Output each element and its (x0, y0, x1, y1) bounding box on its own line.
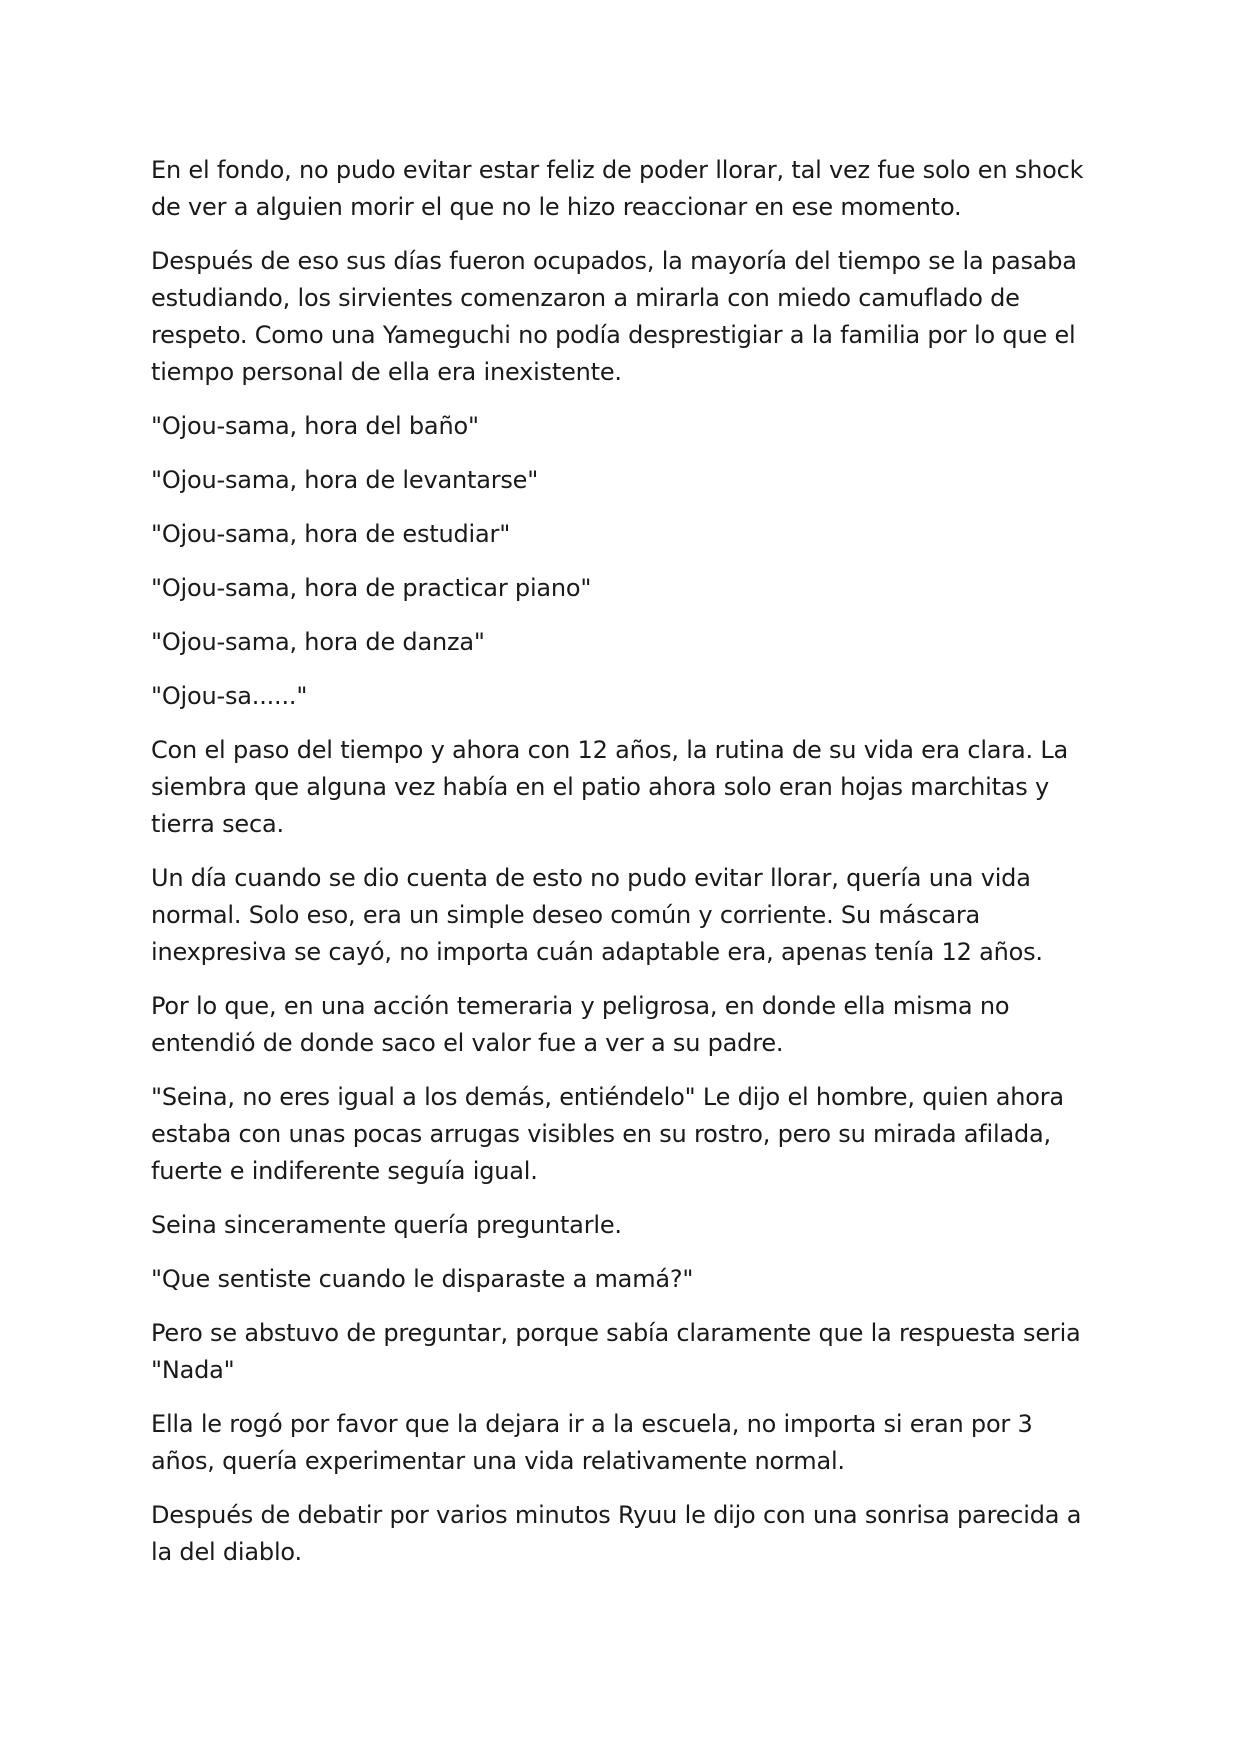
dialogue-line: "Ojou-sama, hora de estudiar" (151, 520, 511, 548)
dialogue-line: "Ojou-sama, hora de danza" (151, 628, 485, 656)
paragraph: Después de debatir por varios minutos Ryuu le dijo con una sonrisa parecida a la del diablo. (151, 1501, 1082, 1566)
paragraph: Seina sinceramente quería preguntarle. (151, 1211, 622, 1239)
dialogue-line: "Ojou-sama, hora de levantarse" (151, 466, 539, 494)
dialogue-line: "Ojou-sama, hora del baño" (151, 412, 479, 440)
paragraph: "Seina, no eres igual a los demás, entiéndelo" Le dijo el hombre, quien ahora estaba con unas pocas arrugas visibles en su rostro, pero su mirada afilada, fuerte e indiferente seguía igual. (151, 1083, 1064, 1185)
dialogue-line: "Ojou-sa......" (151, 682, 308, 710)
dialogue-line: "Ojou-sama, hora de practicar piano" (151, 574, 592, 602)
paragraph: Con el paso del tiempo y ahora con 12 años, la rutina de su vida era clara. La siembra que alguna vez había en el patio ahora solo eran hojas marchitas y tierra seca. (151, 736, 1069, 838)
document-body (151, 152, 1101, 1588)
paragraph: Ella le rogó por favor que la dejara ir a la escuela, no importa si eran por 3 años, quería experimentar una vida relativamente normal. (151, 1410, 1033, 1475)
paragraph: Pero se abstuvo de preguntar, porque sabía claramente que la respuesta seria "Nada" (151, 1319, 1081, 1384)
dialogue-line: "Que sentiste cuando le disparaste a mamá?" (151, 1265, 694, 1293)
paragraph: Después de eso sus días fueron ocupados, la mayoría del tiempo se la pasaba estudiando, los sirvientes comenzaron a mirarla con miedo camuflado de respeto. Como una Yameguchi no podía desprestigiar a la familia por lo que el tiempo personal de ella era inexistente. (151, 247, 1077, 386)
paragraph: Un día cuando se dio cuenta de esto no pudo evitar llorar, quería una vida normal. Solo eso, era un simple deseo común y corriente. Su máscara inexpresiva se cayó, no importa cuán adaptable era, apenas tenía 12 años. (151, 864, 1043, 966)
paragraph: Por lo que, en una acción temeraria y peligrosa, en donde ella misma no entendió de donde saco el valor fue a ver a su padre. (151, 992, 1010, 1057)
paragraph: En el fondo, no pudo evitar estar feliz de poder llorar, tal vez fue solo en shock de ver a alguien morir el que no le hizo reaccionar en ese momento. (151, 156, 1084, 221)
